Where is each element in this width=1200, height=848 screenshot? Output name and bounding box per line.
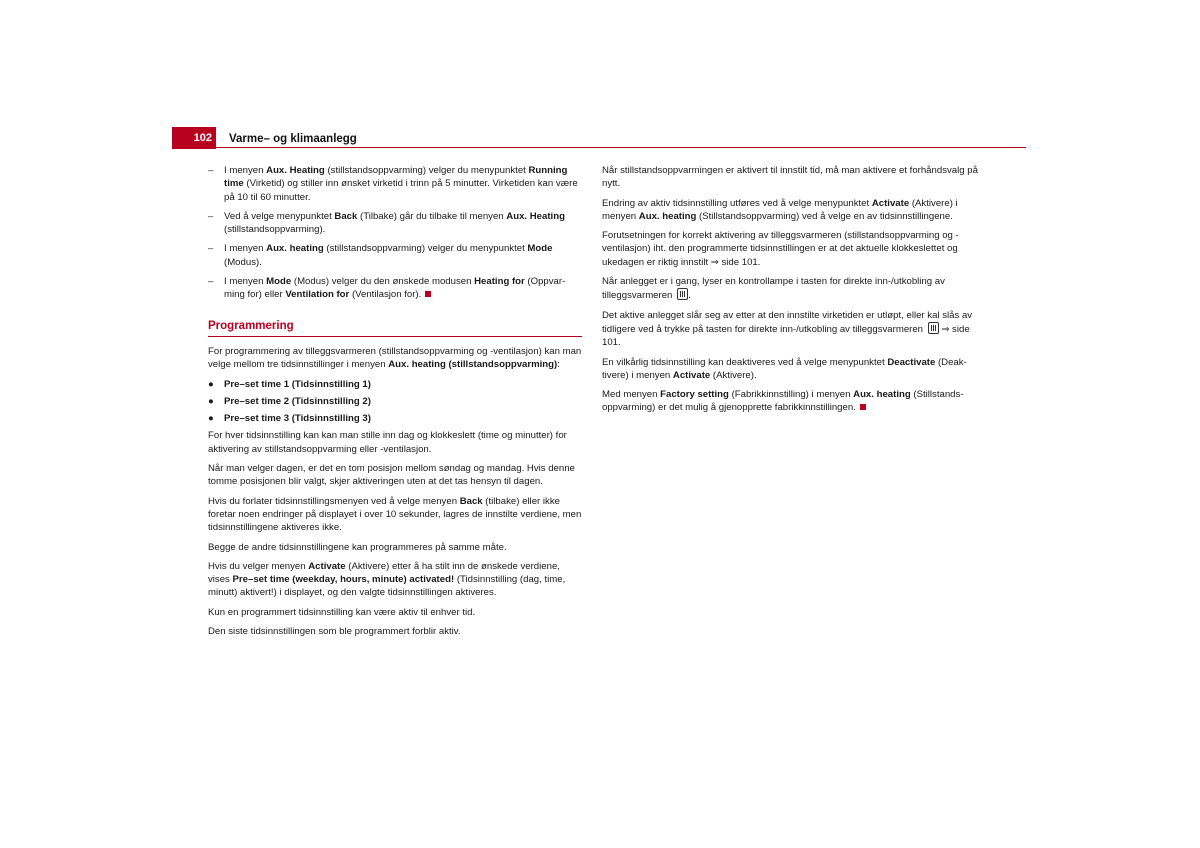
paragraph: Begge de andre tidsinnstillingene kan programmeres på samme måte. xyxy=(208,541,507,553)
paragraph: Hvis du velger menyen Activate (Aktivere) etter å ha stilt inn de ønskede verdiene, vises Pre–set time (weekday, hours, minute) activated! (Tidsinnstilling (dag, time, minutt) aktivert!) i displayet, og den valgte tidsinnstillingen aktiveres. xyxy=(208,560,566,599)
dash-marker: – xyxy=(208,276,214,288)
end-mark-icon xyxy=(425,291,431,297)
left-column xyxy=(208,164,582,644)
right-paragraphs xyxy=(602,164,982,415)
dash-marker: – xyxy=(208,165,214,176)
paragraph: Forutsetningen for korrekt aktivering av tilleggsvarmeren (stillstandsoppvarming og -ventilasjon) iht. den programmerte tidsinnstillingen er at det aktuelle klokkeslettet og ukedagen er riktig innstilt ⇒ side 101. xyxy=(602,230,959,268)
bullet-icon: ● xyxy=(208,413,214,425)
page-number: 102 xyxy=(172,127,216,149)
right-column xyxy=(602,164,982,421)
preset-list xyxy=(208,378,582,426)
left-paragraphs xyxy=(208,429,582,638)
header-rule xyxy=(216,147,1026,148)
paragraph: Endring av aktiv tidsinnstilling utføres ved å velge menypunktet Activate (Aktivere) i menyen Aux. heating (Stillstandsoppvarming) ved å velge en av tidsinnstillingene. xyxy=(602,197,958,222)
instruction-item: – I menyen Aux. heating (stillstandsoppvarming) velger du menypunktet Mode (Modus). xyxy=(208,243,553,268)
end-mark-icon xyxy=(860,404,866,410)
bullet-icon: ● xyxy=(208,378,214,390)
instruction-item: – I menyen Mode (Modus) velger du den ønskede modusen Heating for (Oppvarming for) eller Ventilation for (Ventilasjon for). xyxy=(208,276,566,301)
paragraph: En vilkårlig tidsinnstilling kan deaktiveres ved å velge menypunktet Deactivate (Deaktivere) i menyen Activate (Aktivere). xyxy=(602,356,967,381)
auxiliary-heater-key-icon xyxy=(928,322,939,334)
section-title: Programmering xyxy=(208,320,582,337)
paragraph: Med menyen Factory setting (Fabrikkinnstilling) i menyen Aux. heating (Stillstandsoppvarming) er det mulig å gjenopprette fabrikkinnstillingen. xyxy=(602,389,964,414)
instruction-list xyxy=(208,164,582,302)
paragraph: Den siste tidsinnstillingen som ble programmert forblir aktiv. xyxy=(208,626,461,638)
chapter-title: Varme– og klimaanlegg xyxy=(229,133,357,145)
instruction-item: – I menyen Aux. Heating (stillstandsoppvarming) velger du menypunktet Running time (Virketid) og stiller inn ønsket virketid i trinn på 5 minutter. Virketiden kan være på 10 til 60 minutter. xyxy=(208,165,578,203)
preset-item: ● Pre–set time 3 (Tidsinnstilling 3) xyxy=(208,413,371,425)
paragraph: For hver tidsinnstilling kan kan man stille inn dag og klokkeslett (time og minutter) for aktivering av stillstandsoppvarming eller -ventilasjon. xyxy=(208,430,567,455)
preset-item: ● Pre–set time 1 (Tidsinnstilling 1) xyxy=(208,378,371,390)
bullet-icon: ● xyxy=(208,395,214,407)
paragraph: Hvis du forlater tidsinnstillingsmenyen ved å velge menyen Back (tilbake) eller ikke foretar noen endringer på displayet i over 10 sekunder, lagres de innstilte verdiene, men tidsinnstillingene aktiveres ikke. xyxy=(208,495,582,534)
paragraph: Når anlegget er i gang, lyser en kontrollampe i tasten for direkte inn-/utkobling av tilleggsvarmeren . xyxy=(602,276,945,302)
instruction-item: – Ved å velge menypunktet Back (Tilbake) går du tilbake til menyen Aux. Heating (stillstandsoppvarming). xyxy=(208,210,565,236)
auxiliary-heater-key-icon xyxy=(677,288,688,300)
paragraph: Når stillstandsoppvarmingen er aktivert til innstilt tid, må man aktivere et forhåndsvalg på nytt. xyxy=(602,165,978,190)
paragraph: Når man velger dagen, er det en tom posisjon mellom søndag og mandag. Hvis denne tomme posisjonen blir valgt, skjer aktiveringen uten at det tas hensyn til dagen. xyxy=(208,463,575,488)
dash-marker: – xyxy=(208,210,214,222)
dash-marker: – xyxy=(208,243,214,255)
paragraph: Det aktive anlegget slår seg av etter at den innstilte virketiden er utløpt, eller kal slås av tidligere ved å trykke på tasten for direkte inn-/utkobling av tilleggsvarmeren ⇒ side 101. xyxy=(602,309,973,349)
paragraph: Kun en programmert tidsinnstilling kan være aktiv til enhver tid. xyxy=(208,606,476,618)
preset-item: ● Pre–set time 2 (Tidsinnstilling 2) xyxy=(208,395,371,407)
section-intro: For programmering av tilleggsvarmeren (stillstandsoppvarming og -ventilasjon) kan man velge mellom tre tidsinnstillinger i menyen Aux. heating (stillstandsoppvarming): xyxy=(208,345,582,371)
